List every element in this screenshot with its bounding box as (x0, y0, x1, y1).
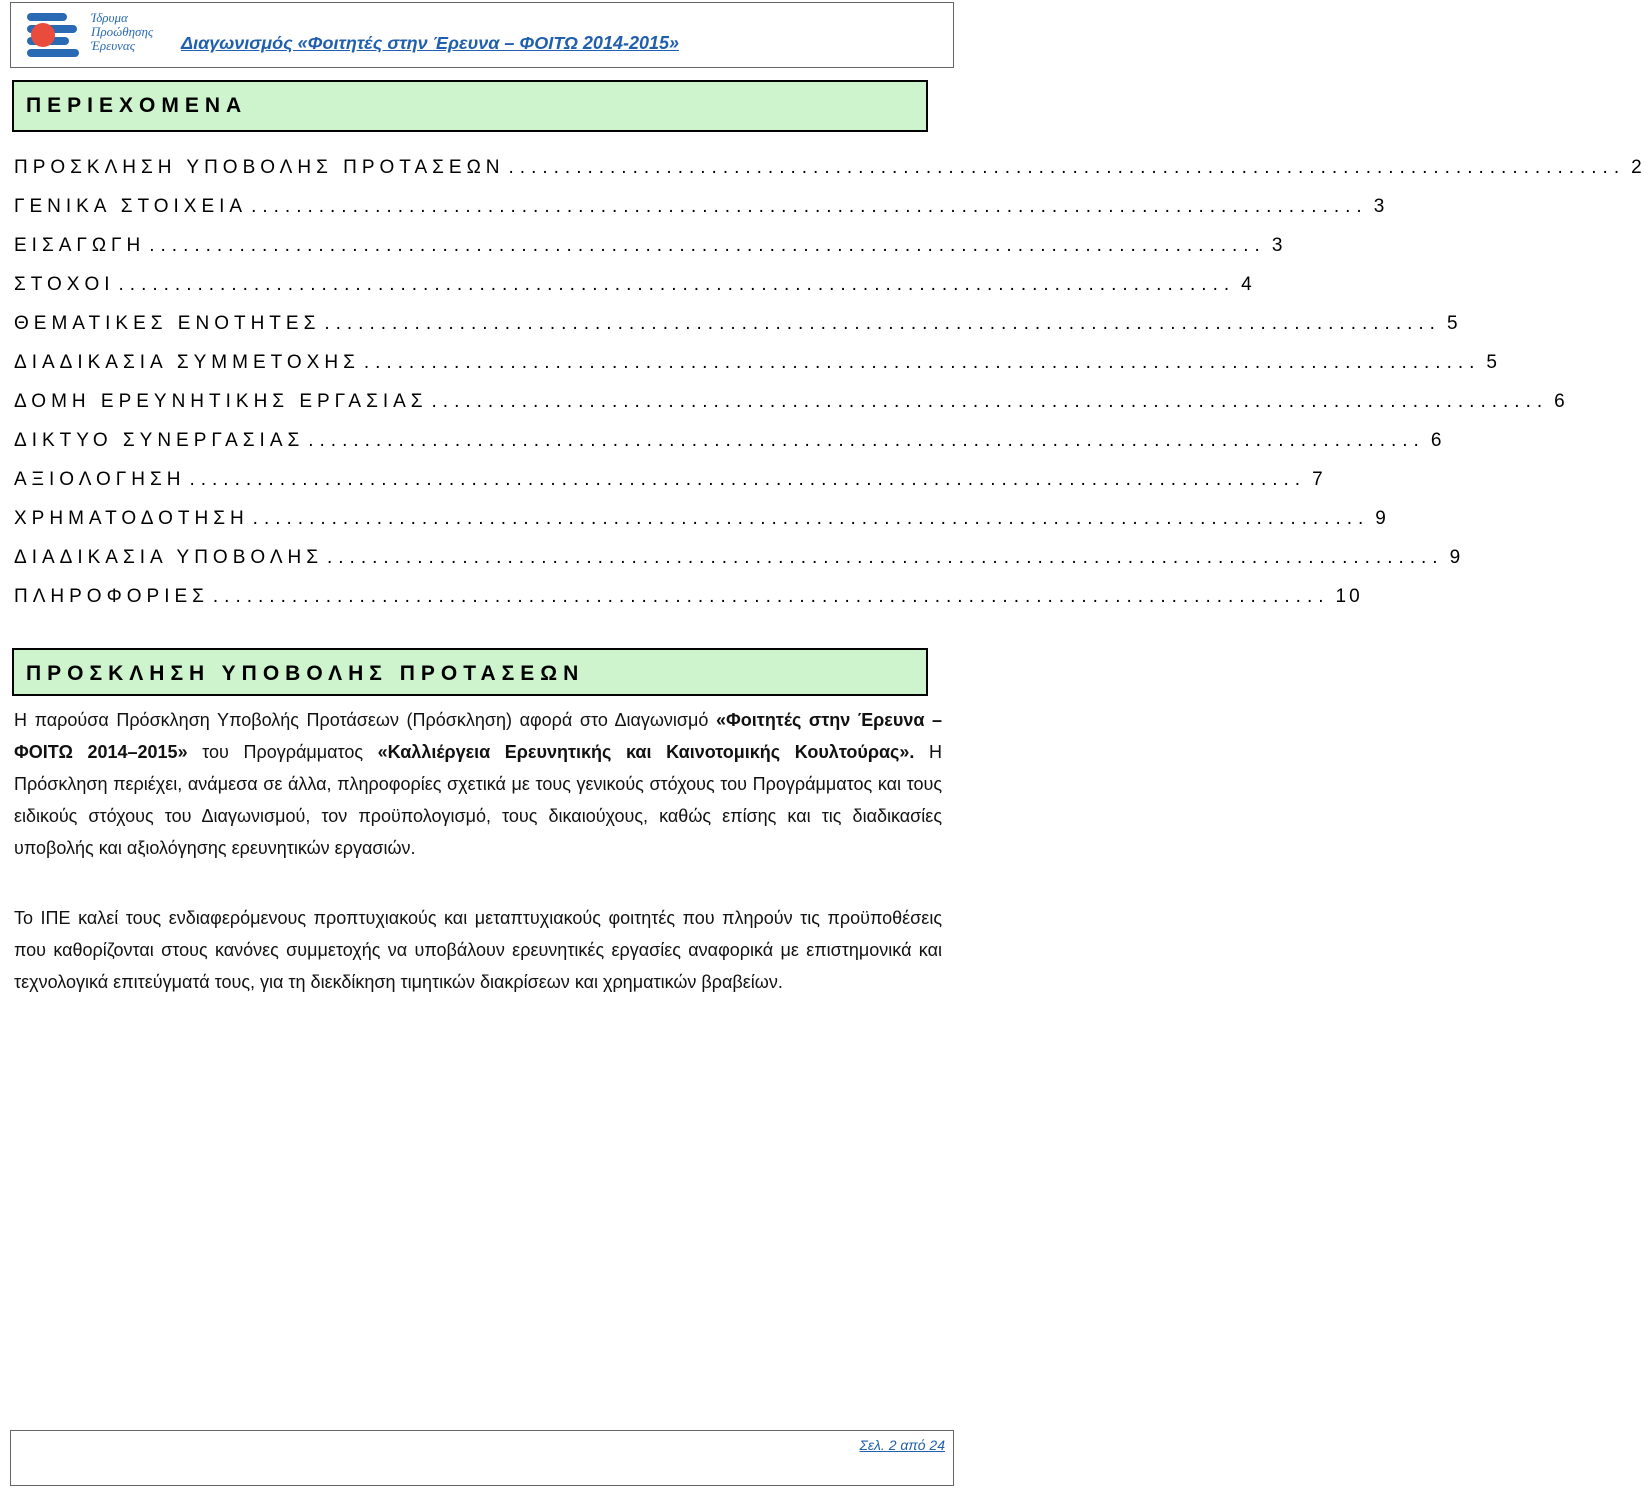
logo-line-2: Προώθησης (91, 24, 154, 39)
toc-leader: ................................................................................................... (212, 586, 1330, 607)
logo-text (91, 11, 153, 53)
toc-item-page: 9 (1375, 508, 1389, 529)
toc-item-title: ΓΕΝΙΚΑ ΣΤΟΙΧΕΙΑ (14, 196, 248, 217)
toc-item-page: 5 (1446, 313, 1461, 334)
toc-item-page: 4 (1241, 274, 1255, 295)
toc-item[interactable] (14, 218, 1286, 257)
toc-item-title: ΣΤΟΧΟΙ (14, 274, 115, 295)
toc-item[interactable] (14, 374, 1568, 413)
toc-item[interactable] (14, 491, 1389, 530)
logo-line-1: Ίδρυμα (91, 10, 128, 25)
toc-leader: ................................................................................................... (308, 430, 1425, 451)
toc-item[interactable] (14, 413, 1445, 452)
toc-item-title: ΘΕΜΑΤΙΚΕΣ ΕΝΟΤΗΤΕΣ (14, 313, 321, 334)
toc-leader: ................................................................................................... (251, 196, 1368, 217)
toc-heading-box (12, 80, 928, 132)
toc-leader: ................................................................................................... (363, 352, 1481, 373)
programme-name: «Καλλιέργεια Ερευνητικής και Καινοτομικής Κουλτούρας». (377, 742, 915, 762)
toc-item-title: ΠΡΟΣΚΛΗΣΗ ΥΠΟΒΟΛΗΣ ΠΡΟΤΑΣΕΩΝ (14, 157, 505, 178)
paragraph-text: Η Πρόσκληση περιέχει, ανάμεσα σε άλλα, πληροφορίες σχετικά με τους γενικούς στόχους του Προγράμματος και τους ειδικούς στόχους του Διαγωνισμού, τον προϋπολογισμό, τους δικαιούχους, καθώς επίσης και τις διαδικασίες υποβολής και αξιολόγησης ερευνητικών εργασιών. (14, 742, 942, 858)
page-header (10, 2, 954, 68)
toc-item-title: ΔΙΚΤΥΟ ΣΥΝΕΡΓΑΣΙΑΣ (14, 430, 305, 451)
paragraph-intro (14, 704, 942, 864)
toc-leader: ................................................................................................... (324, 313, 1441, 334)
toc-item[interactable] (14, 452, 1326, 491)
toc-heading: ΠΕΡΙΕΧΟΜΕΝΑ (26, 94, 248, 117)
toc-item[interactable] (14, 569, 1363, 608)
toc-item[interactable] (14, 140, 1645, 179)
paragraph-invitation: Το ΙΠΕ καλεί τους ενδιαφερόμενους προπτυχιακούς και μεταπτυχιακούς φοιτητές που πληρούν τις προϋποθέσεις που καθορίζονται στους κανόνες συμμετοχής να υποβάλουν ερευνητικές εργασίες αναφορικά με επιστημονικά και τεχνολογικά επιτεύγματά τους, για τη διεκδίκηση τιμητικών διακρίσεων και χρηματικών βραβείων. (14, 908, 942, 992)
page-number: Σελ. 2 από 24 (859, 1437, 945, 1453)
toc-item-page: 6 (1554, 391, 1568, 412)
logo-graphic-icon (25, 9, 85, 65)
paragraph-text: του Προγράμματος (187, 742, 378, 762)
toc-leader: ................................................................................................... (149, 235, 1266, 256)
toc-item-page: 6 (1430, 430, 1445, 451)
document-title[interactable]: Διαγωνισμός «Φοιτητές στην Έρευνα – ΦΟΙΤΩ 2014-2015» (181, 33, 680, 53)
logo-line-3: Έρευνας (91, 38, 136, 53)
toc-item-title: ΔΙΑΔΙΚΑΣΙΑ ΥΠΟΒΟΛΗΣ (14, 547, 323, 568)
toc-item[interactable] (14, 335, 1500, 374)
toc-item-title: ΠΛΗΡΟΦΟΡΙΕΣ (14, 586, 209, 607)
section-heading: ΠΡΟΣΚΛΗΣΗ ΥΠΟΒΟΛΗΣ ΠΡΟΤΑΣΕΩΝ (26, 662, 585, 685)
toc-item-page: 9 (1449, 547, 1464, 568)
toc-item-page: 10 (1335, 586, 1363, 607)
toc-item-page: 7 (1312, 469, 1326, 490)
toc-item-title: ΕΙΣΑΓΩΓΗ (14, 235, 146, 256)
toc-item[interactable] (14, 530, 1464, 569)
toc-item-page: 2 (1631, 157, 1645, 178)
toc-leader: ................................................................................................... (326, 547, 1444, 568)
toc-item-title: ΧΡΗΜΑΤΟΔΟΤΗΣΗ (14, 508, 249, 529)
toc-leader: ................................................................................................... (508, 157, 1626, 178)
toc-item-page: 3 (1271, 235, 1286, 256)
toc-item[interactable] (14, 179, 1388, 218)
toc-item-page: 3 (1373, 196, 1388, 217)
toc-item-page: 5 (1486, 352, 1500, 373)
toc-item[interactable] (14, 296, 1461, 335)
toc-leader: ................................................................................................... (431, 391, 1549, 412)
section-heading-box (12, 648, 928, 696)
toc-leader: ................................................................................................... (252, 508, 1370, 529)
toc-item[interactable] (14, 257, 1255, 296)
ipe-logo (25, 9, 175, 65)
toc-item-title: ΔΙΑΔΙΚΑΣΙΑ ΣΥΜΜΕΤΟΧΗΣ (14, 352, 360, 373)
page-footer (10, 1430, 954, 1486)
paragraph-text: Η παρούσα Πρόσκληση Υποβολής Προτάσεων (Πρόσκληση) αφορά στο Διαγωνισμό (14, 710, 716, 730)
toc-leader: ................................................................................................... (118, 274, 1236, 295)
toc-leader: ................................................................................................... (189, 469, 1307, 490)
competition-name: «Φοιτητές στην Έρευνα – ΦΟΙΤΩ 2014–2015» (14, 710, 942, 762)
toc-item-title: ΑΞΙΟΛΟΓΗΣΗ (14, 469, 186, 490)
toc-item-title: ΔΟΜΗ ΕΡΕΥΝΗΤΙΚΗΣ ΕΡΓΑΣΙΑΣ (14, 391, 428, 412)
